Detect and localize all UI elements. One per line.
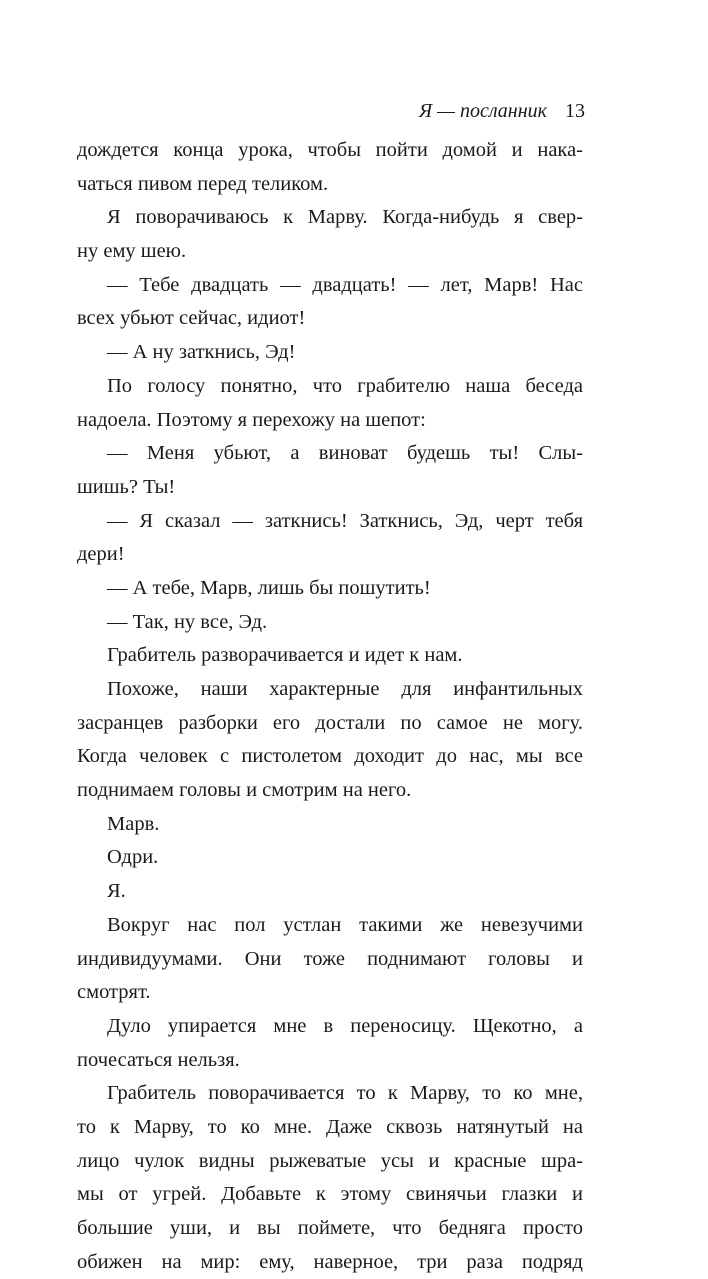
text-line: засранцев разборки его достали по самое не могу.	[77, 711, 583, 734]
text-line: то к Марву, то ко мне. Даже сквозь натянутый на	[77, 1115, 583, 1138]
text-line: большие уши, и вы поймете, что бедняга просто	[77, 1217, 583, 1239]
text-line: — Тебе двадцать — двадцать! — лет, Марв! Нас	[107, 273, 583, 296]
running-head	[419, 98, 585, 124]
text-line: Дуло упирается мне в переносицу. Щекотно, а	[107, 1014, 583, 1037]
text-line: шишь? Ты!	[77, 475, 176, 498]
text-line: поднимаем головы и смотрим на него.	[77, 779, 412, 802]
text-line: — Я сказал — заткнись! Заткнись, Эд, черт тебя	[107, 509, 583, 532]
text-line: По голосу понятно, что грабителю наша беседа	[107, 374, 583, 397]
text-line: смотрят.	[77, 981, 151, 1004]
body-text	[77, 134, 583, 1279]
text-line: почесаться нельзя.	[77, 1048, 240, 1071]
text-line: Я.	[107, 880, 126, 903]
text-line: Я поворачиваюсь к Марву. Когда-нибудь я свер-	[107, 206, 583, 229]
text-line: Грабитель поворачивается то к Марву, то ко мне,	[107, 1082, 583, 1105]
text-line: дери!	[77, 543, 125, 566]
text-line: индивидуумами. Они тоже поднимают головы и	[77, 947, 583, 970]
text-line: Марв.	[107, 812, 160, 835]
text-line: — Меня убьют, а виноват будешь ты! Слы-	[107, 442, 583, 465]
text-line: Одри.	[107, 846, 159, 869]
text-line: Похоже, наши характерные для инфантильных	[107, 678, 583, 700]
text-line: надоела. Поэтому я перехожу на шепот:	[77, 408, 426, 431]
text-line: Вокруг нас пол устлан такими же невезучими	[107, 913, 583, 936]
text-line: Грабитель разворачивается и идет к нам.	[107, 644, 463, 667]
page-number: 13	[565, 100, 585, 122]
text-line: ну ему шею.	[77, 240, 187, 263]
running-title: Я — посланник	[419, 100, 547, 122]
text-line: дождется конца урока, чтобы пойти домой и нака-	[77, 139, 583, 161]
text-line: всех убьют сейчас, идиот!	[77, 307, 306, 330]
text-line: мы от угрей. Добавьте к этому свинячьи глазки и	[77, 1183, 583, 1206]
text-line: — А ну заткнись, Эд!	[107, 341, 296, 364]
text-line: — Так, ну все, Эд.	[107, 610, 268, 633]
text-line: обижен на мир: ему, наверное, три раза подряд	[77, 1250, 583, 1273]
text-line: лицо чулок видны рыжеватые усы и красные шра-	[77, 1149, 583, 1172]
text-line: Когда человек с пистолетом доходит до нас, мы все	[77, 745, 583, 768]
text-line: чаться пивом перед теликом.	[77, 172, 329, 195]
text-line: — А тебе, Марв, лишь бы пошутить!	[107, 576, 431, 599]
